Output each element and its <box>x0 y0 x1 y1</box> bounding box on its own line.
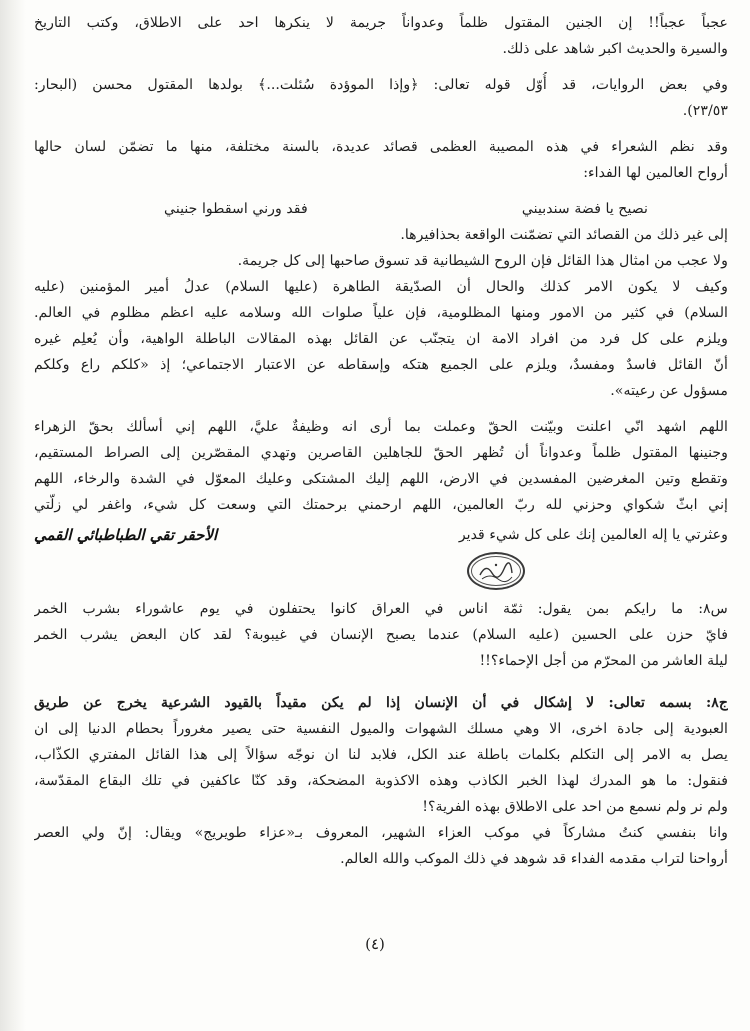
text-line: ٢٣/٥٣). <box>682 103 728 119</box>
text-line: إني ابثّ شكواي وحزني لله ربّ العالمين، اللهم ارحمني برحمتك التي وسعت كل شيء، واغفر لي زلّتي <box>34 497 728 513</box>
text-line: ولم نر ولم نسمع من احد على الاطلاق بهذه الفرية؟! <box>422 799 728 815</box>
seal-calligraphy-icon <box>476 559 516 583</box>
paragraph-narrations <box>34 72 728 124</box>
poem-verse <box>34 196 728 222</box>
text-line: وقد نظم الشعراء في هذه المصيبة العظمى قصائد عديدة، بالسنة مختلفة، منها ما تضمّن لسان حالها <box>34 139 728 155</box>
text-line: أنّ القائل فاسدٌ ومفسدٌ، ويلزم على الجميع هتكه وإسقاطه عن الاعتبار الاجتماعي؛ إذ «كلكم راع وكلكم <box>34 357 728 373</box>
text-line: ولا عجب من امثال هذا القائل فإن الروح الشيطانية قد تسوق صاحبها إلى كل جريمة. <box>237 253 728 269</box>
question-8 <box>34 596 728 674</box>
seal-area <box>34 552 728 596</box>
handwritten-signature: الأحقر تقي الطباطبائي القمي <box>34 526 218 544</box>
text-line: فنقول: ما هو المدرك لهذا الخبر الكاذب وهذه الاكذوبة المضحكة، وقد كنّا عاكفين في تلك البقاع المقدّسة، <box>34 773 728 789</box>
poem-hemistich-first: نصيح يا فضة سندبيني <box>521 201 648 217</box>
text-line: ويلزم على كل فرد من افراد الامة ان يتجنّب عن القائل بهذه المقالات الباطلة الواهية، وأن يُعلِم غيره <box>34 331 728 347</box>
text-line: وفي بعض الروايات، قد أُوّل قوله تعالى: ﴿وإذا الموؤدة سُئلت...﴾ بولدها المقتول محسن (البحار: <box>34 77 728 93</box>
text-line: عجباً عجباً!! إن الجنين المقتول ظلماً وعدواناً جريمة لا ينكرها احد على الاطلاق، وكتب التاريخ <box>34 15 728 31</box>
paragraph-poets <box>34 134 728 186</box>
text-line: السلام) في كثير من الامور ومنها المظلومية، فإن علياً صلوات الله وسلامه عليه اعظم مظلوم في العالم. <box>34 305 728 321</box>
text-line: ج٨: بسمه تعالى: لا إشكال في أن الإنسان إذا لم يكن مقيداً بالقيود الشرعية يخرج عن طريق <box>34 695 728 711</box>
text-line: وكيف لا يكون الامر كذلك والحال أن الصدّيقة الطاهرة (عليها السلام) عدلُ أمير المؤمنين (عليه <box>34 279 728 295</box>
text-line: أرواحنا لتراب مقدمه الفداء قد شوهد في ذلك الموكب والله العالم. <box>340 851 728 867</box>
text-line: مسؤول عن رعيته». <box>610 383 728 399</box>
signature-row <box>34 518 728 552</box>
text-line: وانا بنفسي كنتُ مشاركاً في موكب العزاء الشهير، المعروف بـ«عزاء طويريج» ويقال: إنّ ولي العصر <box>34 825 728 841</box>
page-number: (٤) <box>365 935 385 953</box>
text-line: وتقطع وتين المغرضين المفسدين في الارض، اللهم إليك المشتكى وعليك المعوّل في الشدة والرخاء، اللهم <box>34 471 728 487</box>
paragraph-supplication <box>34 414 728 552</box>
text-line: أرواح العالمين لها الفداء: <box>583 165 728 181</box>
text-line: وجنينها المقتول ظلماً وعدواناً أن تُظهر الحقّ للجاهلين القاصرين وتهدي المقصّرين إلى الصراط المستقيم، <box>34 445 728 461</box>
text-line: س٨: ما رايكم بمن يقول: ثمّة اناس في العراق كانوا يحتفلون في يوم عاشوراء بشرب الخمر <box>34 601 728 617</box>
text-line: اللهم اشهد انّي اعلنت وبيّنت الحقّ وعملت بما أرى انه وظيفةٌ عليَّ، اللهم إني أسألك بحقّ الزهراء <box>34 419 728 435</box>
text-line: فايّ حزن على الحسين (عليه السلام) عندما يصبح الإنسان في غيبوبة؟ لقد كان البعض يشرب الخمر <box>34 627 728 643</box>
answer-8 <box>34 690 728 872</box>
text-line: والسيرة والحديث اكبر شاهد على ذلك. <box>502 41 728 57</box>
text-line: يصل به الامر إلى التكلم بكلمات باطلة عند الكل، فلابد لنا ان نوجّه سؤالاً إلى هذا القائل المفتري الكذّاب، <box>34 747 728 763</box>
seal-stamp-icon <box>467 552 525 590</box>
text-line: إلى غير ذلك من القصائد التي تضمّنت الواقعة بحذافيرها. <box>400 227 728 243</box>
text-line: العبودية إلى جادة اخرى، الا وهي مسلك الشهوات والميول النفسية حتى يصير مغروراً بحطام الدنيا إلى ان <box>34 721 728 737</box>
text-line: ليلة العاشر من المحرّم من أجل الإحماء؟!! <box>479 653 728 669</box>
paragraph-embryo <box>34 10 728 62</box>
text-line: وعثرتي يا إله العالمين إنك على كل شيء قدير <box>458 527 728 543</box>
poem-hemistich-second: فقد ورني اسقطوا جنيني <box>164 201 308 217</box>
paragraph-commentary <box>34 222 728 404</box>
